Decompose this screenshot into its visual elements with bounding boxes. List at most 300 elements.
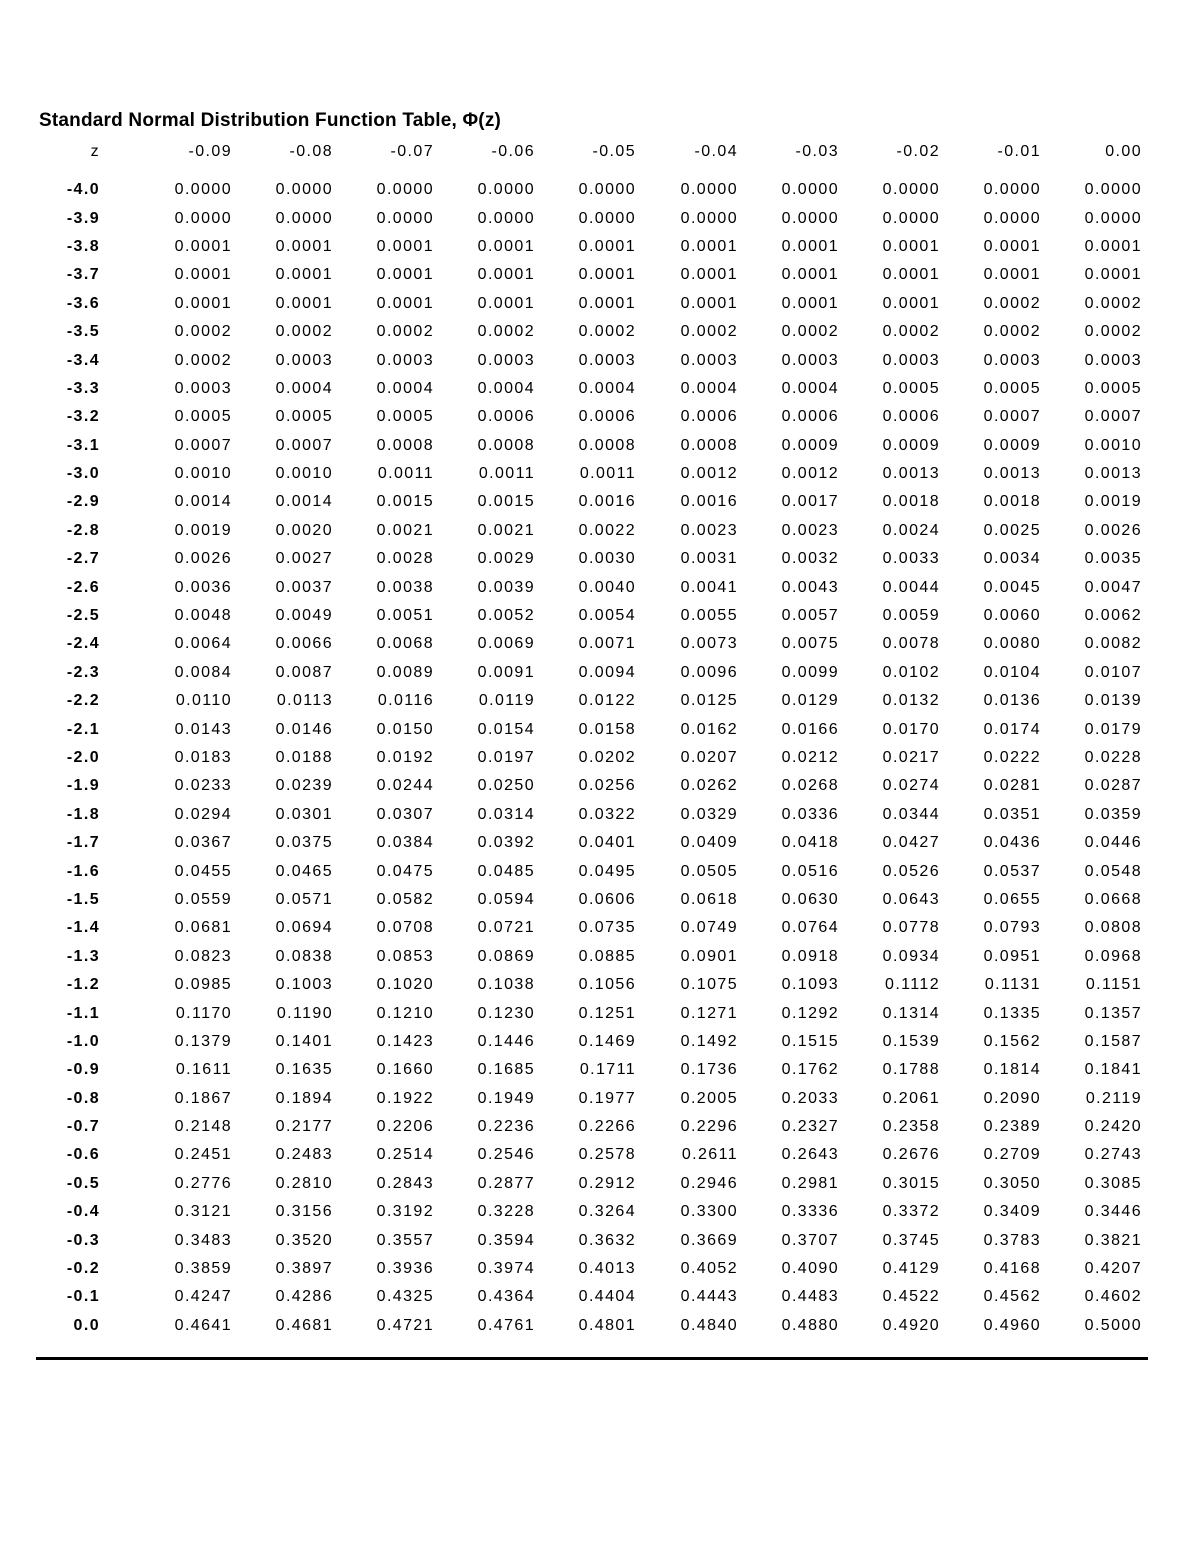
probability-cell: 0.1814 [983, 1061, 1041, 1079]
probability-cell: 0.4801 [578, 1316, 636, 1334]
probability-cell: 0.1003 [275, 976, 333, 994]
probability-cell: 0.0001 [275, 237, 333, 255]
probability-cell: 0.0055 [680, 607, 738, 625]
probability-cell: 0.0869 [477, 947, 535, 965]
table-row [36, 545, 1148, 573]
probability-cell: 0.1469 [578, 1032, 636, 1050]
probability-cell: 0.0136 [983, 692, 1041, 710]
probability-cell: 0.0091 [477, 663, 535, 681]
probability-cell: 0.0001 [174, 266, 232, 284]
probability-cell: 0.4247 [174, 1288, 232, 1306]
z-value-cell: -2.7 [66, 550, 100, 568]
probability-cell: 0.3974 [477, 1260, 535, 1278]
probability-cell: 0.0001 [680, 266, 738, 284]
table-body [36, 176, 1148, 1340]
probability-cell: 0.0322 [578, 805, 636, 823]
probability-cell: 0.0028 [376, 550, 434, 568]
probability-cell: 0.0060 [983, 607, 1041, 625]
probability-cell: 0.0008 [578, 436, 636, 454]
probability-cell: 0.0000 [882, 181, 940, 199]
probability-cell: 0.0721 [477, 919, 535, 937]
probability-cell: 0.3121 [174, 1203, 232, 1221]
probability-cell: 0.0013 [1084, 465, 1142, 483]
probability-cell: 0.0007 [1084, 408, 1142, 426]
probability-cell: 0.0392 [477, 834, 535, 852]
probability-cell: 0.0001 [174, 237, 232, 255]
probability-cell: 0.0778 [882, 919, 940, 937]
probability-cell: 0.0793 [983, 919, 1041, 937]
probability-cell: 0.0618 [680, 890, 738, 908]
probability-cell: 0.0009 [983, 436, 1041, 454]
z-value-cell: -1.7 [66, 834, 100, 852]
table-row [36, 914, 1148, 942]
probability-cell: 0.4840 [680, 1316, 738, 1334]
probability-cell: 0.4880 [781, 1316, 839, 1334]
probability-cell: 0.0020 [275, 521, 333, 539]
probability-cell: 0.0000 [983, 209, 1041, 227]
table-row [36, 829, 1148, 857]
probability-cell: 0.1170 [175, 1004, 232, 1022]
probability-cell: 0.0064 [174, 635, 232, 653]
probability-cell: 0.0054 [578, 607, 636, 625]
probability-cell: 0.0000 [174, 209, 232, 227]
table-row [36, 999, 1148, 1027]
probability-cell: 0.3409 [983, 1203, 1041, 1221]
table-row [36, 517, 1148, 545]
z-value-cell: -3.9 [66, 209, 100, 227]
probability-cell: 0.0918 [781, 947, 839, 965]
probability-cell: 0.1151 [1085, 976, 1142, 994]
probability-cell: 0.1446 [477, 1032, 535, 1050]
probability-cell: 0.0495 [578, 862, 636, 880]
probability-cell: 0.0009 [781, 436, 839, 454]
probability-cell: 0.0011 [579, 465, 636, 483]
probability-cell: 0.2981 [781, 1174, 839, 1192]
z-value-cell: -2.1 [66, 720, 100, 738]
page-title: Standard Normal Distribution Function Table, Φ(z) [39, 110, 502, 131]
probability-cell: 0.0239 [275, 777, 333, 795]
table-row [36, 715, 1148, 743]
probability-cell: 0.0005 [174, 408, 232, 426]
probability-cell: 0.0066 [275, 635, 333, 653]
probability-cell: 0.0045 [983, 578, 1041, 596]
probability-cell: 0.1762 [781, 1061, 839, 1079]
probability-cell: 0.4562 [983, 1288, 1041, 1306]
probability-cell: 0.0032 [781, 550, 839, 568]
probability-cell: 0.0516 [781, 862, 839, 880]
probability-cell: 0.0143 [174, 720, 232, 738]
probability-cell: 0.0217 [882, 749, 940, 766]
probability-cell: 0.0113 [276, 692, 333, 710]
z-value-cell: -0.5 [66, 1174, 100, 1192]
probability-cell: 0.0154 [477, 720, 535, 738]
probability-cell: 0.0951 [983, 947, 1041, 965]
probability-cell: 0.1515 [781, 1032, 839, 1050]
probability-cell: 0.0038 [376, 578, 434, 596]
table-row [36, 1312, 1148, 1340]
probability-cell: 0.0015 [376, 493, 434, 511]
probability-cell: 0.0075 [781, 635, 839, 653]
probability-cell: 0.0013 [882, 465, 940, 483]
probability-cell: 0.1894 [275, 1089, 333, 1107]
probability-cell: 0.1539 [882, 1032, 940, 1050]
probability-cell: 0.0001 [882, 237, 940, 255]
probability-cell: 0.0000 [781, 209, 839, 227]
probability-cell: 0.0808 [1084, 919, 1142, 937]
probability-cell: 0.0078 [882, 635, 940, 653]
table-row [36, 1198, 1148, 1226]
probability-cell: 0.0037 [275, 578, 333, 596]
probability-cell: 0.0655 [983, 890, 1041, 908]
probability-cell: 0.2843 [376, 1174, 434, 1192]
probability-cell: 0.1841 [1084, 1061, 1142, 1079]
probability-cell: 0.0526 [882, 862, 940, 880]
probability-cell: 0.3015 [882, 1174, 940, 1192]
column-header: 0.00 [1105, 142, 1142, 160]
table-row [36, 602, 1148, 630]
table-row [36, 460, 1148, 488]
probability-cell: 0.0048 [174, 607, 232, 625]
probability-cell: 0.2033 [781, 1089, 839, 1107]
probability-cell: 0.4090 [781, 1260, 839, 1278]
bottom-rule [36, 1357, 1148, 1360]
probability-cell: 0.0735 [578, 919, 636, 937]
probability-cell: 0.0643 [882, 890, 940, 908]
probability-cell: 0.0212 [781, 749, 839, 766]
probability-cell: 0.0107 [1084, 663, 1142, 681]
probability-cell: 0.3483 [174, 1231, 232, 1249]
table-row [36, 744, 1148, 772]
z-value-cell: -0.7 [66, 1118, 100, 1136]
probability-cell: 0.0001 [578, 237, 636, 255]
z-value-cell: -3.7 [66, 266, 100, 284]
probability-cell: 0.0004 [680, 379, 738, 397]
probability-cell: 0.0367 [174, 834, 232, 852]
probability-cell: 0.0427 [882, 834, 940, 852]
probability-cell: 0.4129 [882, 1260, 940, 1278]
probability-cell: 0.0039 [477, 578, 535, 596]
probability-cell: 0.3897 [275, 1260, 333, 1278]
probability-cell: 0.0052 [477, 607, 535, 625]
probability-cell: 0.0080 [983, 635, 1041, 653]
probability-cell: 0.0047 [1084, 578, 1142, 596]
probability-cell: 0.0192 [376, 749, 434, 766]
probability-cell: 0.0001 [376, 237, 434, 255]
probability-cell: 0.1788 [882, 1061, 940, 1079]
probability-cell: 0.2206 [376, 1118, 434, 1136]
probability-cell: 0.0375 [275, 834, 333, 852]
probability-cell: 0.0336 [781, 805, 839, 823]
probability-cell: 0.0537 [983, 862, 1041, 880]
probability-cell: 0.0207 [680, 749, 738, 766]
probability-cell: 0.0351 [983, 805, 1041, 823]
probability-cell: 0.0013 [983, 465, 1041, 483]
z-value-cell: 0.0 [73, 1316, 100, 1334]
probability-cell: 0.4286 [275, 1288, 333, 1306]
probability-cell: 0.0003 [174, 379, 232, 397]
probability-cell: 0.2327 [781, 1118, 839, 1136]
probability-cell: 0.1977 [578, 1089, 636, 1107]
z-value-cell: -2.5 [66, 607, 100, 625]
probability-cell: 0.0003 [477, 351, 535, 369]
probability-cell: 0.3821 [1084, 1231, 1142, 1249]
probability-cell: 0.0294 [174, 805, 232, 823]
probability-cell: 0.1423 [376, 1032, 434, 1050]
probability-cell: 0.0287 [1084, 777, 1142, 795]
probability-cell: 0.4168 [983, 1260, 1041, 1278]
probability-cell: 0.1292 [781, 1004, 839, 1022]
probability-cell: 0.1271 [680, 1004, 738, 1022]
probability-cell: 0.0179 [1084, 720, 1142, 738]
probability-cell: 0.0001 [781, 294, 839, 312]
probability-cell: 0.0010 [174, 465, 232, 483]
probability-cell: 0.0006 [882, 408, 940, 426]
probability-cell: 0.0314 [477, 805, 535, 823]
table-row [36, 630, 1148, 658]
probability-cell: 0.0139 [1084, 692, 1142, 710]
table-row [36, 1113, 1148, 1141]
probability-cell: 0.0764 [781, 919, 839, 937]
probability-cell: 0.0694 [275, 919, 333, 937]
probability-cell: 0.0003 [882, 351, 940, 369]
probability-cell: 0.1492 [680, 1032, 738, 1050]
z-value-cell: -2.6 [66, 578, 100, 596]
table-row [36, 857, 1148, 885]
probability-cell: 0.1922 [376, 1089, 434, 1107]
probability-cell: 0.0188 [275, 749, 333, 766]
probability-cell: 0.0001 [781, 266, 839, 284]
table-row [36, 1170, 1148, 1198]
probability-cell: 0.0023 [781, 521, 839, 539]
probability-cell: 0.0051 [376, 607, 434, 625]
z-value-cell: -1.2 [66, 976, 100, 994]
probability-cell: 0.0057 [781, 607, 839, 625]
probability-cell: 0.1949 [477, 1089, 535, 1107]
normal-distribution-table [36, 138, 1148, 1340]
probability-cell: 0.1611 [175, 1061, 232, 1079]
probability-cell: 0.0202 [578, 749, 636, 766]
probability-cell: 0.2148 [174, 1118, 232, 1136]
probability-cell: 0.2912 [578, 1174, 636, 1192]
table-row [36, 801, 1148, 829]
probability-cell: 0.1314 [882, 1004, 940, 1022]
column-header: -0.01 [997, 142, 1041, 160]
probability-cell: 0.2005 [680, 1089, 738, 1107]
probability-cell: 0.0150 [376, 720, 434, 738]
probability-cell: 0.0099 [781, 663, 839, 681]
probability-cell: 0.0129 [781, 692, 839, 710]
probability-cell: 0.3228 [477, 1203, 535, 1221]
probability-cell: 0.0002 [376, 323, 434, 341]
table-row [36, 346, 1148, 374]
z-column-header: z [90, 142, 100, 160]
probability-cell: 0.4325 [376, 1288, 434, 1306]
probability-cell: 0.0001 [781, 237, 839, 255]
probability-cell: 0.0222 [983, 749, 1041, 766]
probability-cell: 0.0019 [1084, 493, 1142, 511]
probability-cell: 0.4013 [578, 1260, 636, 1278]
table-row [36, 772, 1148, 800]
probability-cell: 0.0040 [578, 578, 636, 596]
probability-cell: 0.0104 [983, 663, 1041, 681]
probability-cell: 0.2578 [578, 1146, 636, 1164]
probability-cell: 0.0465 [275, 862, 333, 880]
probability-cell: 0.0004 [781, 379, 839, 397]
probability-cell: 0.0001 [174, 294, 232, 312]
probability-cell: 0.0002 [882, 323, 940, 341]
z-value-cell: -0.2 [66, 1260, 100, 1278]
probability-cell: 0.1075 [680, 976, 738, 994]
probability-cell: 0.0035 [1084, 550, 1142, 568]
probability-cell: 0.1379 [174, 1032, 232, 1050]
probability-cell: 0.2676 [882, 1146, 940, 1164]
probability-cell: 0.0233 [174, 777, 232, 795]
probability-cell: 0.0002 [781, 323, 839, 341]
probability-cell: 0.0022 [578, 521, 636, 539]
probability-cell: 0.0089 [376, 663, 434, 681]
probability-cell: 0.2236 [477, 1118, 535, 1136]
probability-cell: 0.0068 [376, 635, 434, 653]
probability-cell: 0.0011 [377, 465, 434, 483]
probability-cell: 0.2611 [681, 1146, 738, 1164]
probability-cell: 0.0418 [781, 834, 839, 852]
probability-cell: 0.0125 [680, 692, 738, 710]
table-row [36, 1056, 1148, 1084]
probability-cell: 0.0102 [882, 663, 940, 681]
probability-cell: 0.1020 [376, 976, 434, 994]
probability-cell: 0.0010 [275, 465, 333, 483]
probability-cell: 0.2514 [376, 1146, 434, 1164]
probability-cell: 0.1401 [275, 1032, 333, 1050]
probability-cell: 0.0256 [578, 777, 636, 795]
probability-cell: 0.1587 [1084, 1032, 1142, 1050]
probability-cell: 0.0244 [376, 777, 434, 795]
probability-cell: 0.3632 [578, 1231, 636, 1249]
probability-cell: 0.0001 [376, 266, 434, 284]
probability-cell: 0.0004 [275, 379, 333, 397]
probability-cell: 0.1251 [578, 1004, 636, 1022]
probability-cell: 0.3557 [376, 1231, 434, 1249]
probability-cell: 0.0606 [578, 890, 636, 908]
probability-cell: 0.0005 [882, 379, 940, 397]
table-row [36, 1028, 1148, 1056]
probability-cell: 0.0016 [578, 493, 636, 511]
probability-cell: 0.0006 [477, 408, 535, 426]
table-row [36, 375, 1148, 403]
probability-cell: 0.0024 [882, 521, 940, 539]
probability-cell: 0.3192 [376, 1203, 434, 1221]
probability-cell: 0.2810 [275, 1174, 333, 1192]
z-value-cell: -1.8 [66, 805, 100, 823]
probability-cell: 0.3156 [275, 1203, 333, 1221]
z-value-cell: -3.4 [66, 351, 100, 369]
probability-cell: 0.0005 [983, 379, 1041, 397]
probability-cell: 0.0005 [1084, 379, 1142, 397]
probability-cell: 0.0001 [680, 294, 738, 312]
probability-cell: 0.2743 [1084, 1146, 1142, 1164]
z-value-cell: -3.0 [66, 465, 100, 483]
probability-cell: 0.0023 [680, 521, 738, 539]
probability-cell: 0.4522 [882, 1288, 940, 1306]
z-value-cell: -2.4 [66, 635, 100, 653]
probability-cell: 0.0018 [983, 493, 1041, 511]
probability-cell: 0.0228 [1084, 749, 1142, 766]
probability-cell: 0.4960 [983, 1316, 1041, 1334]
probability-cell: 0.0031 [680, 550, 738, 568]
probability-cell: 0.0110 [175, 692, 232, 710]
probability-cell: 0.3936 [376, 1260, 434, 1278]
probability-cell: 0.0002 [477, 323, 535, 341]
probability-cell: 0.0749 [680, 919, 738, 937]
probability-cell: 0.0030 [578, 550, 636, 568]
probability-cell: 0.0001 [477, 237, 535, 255]
probability-cell: 0.0008 [376, 436, 434, 454]
probability-cell: 0.0934 [882, 947, 940, 965]
probability-cell: 0.0162 [680, 720, 738, 738]
header-spacer [36, 165, 1148, 176]
probability-cell: 0.0094 [578, 663, 636, 681]
probability-cell: 0.0034 [983, 550, 1041, 568]
probability-cell: 0.0012 [781, 465, 839, 483]
probability-cell: 0.0044 [882, 578, 940, 596]
z-value-cell: -2.9 [66, 493, 100, 511]
probability-cell: 0.3446 [1084, 1203, 1142, 1221]
z-value-cell: -3.8 [66, 237, 100, 255]
probability-cell: 0.0001 [477, 266, 535, 284]
probability-cell: 0.0014 [275, 493, 333, 511]
probability-cell: 0.0002 [1084, 323, 1142, 341]
table-row [36, 432, 1148, 460]
column-header: -0.05 [592, 142, 636, 160]
probability-cell: 0.5000 [1084, 1316, 1142, 1334]
probability-cell: 0.0049 [275, 607, 333, 625]
probability-cell: 0.0001 [275, 266, 333, 284]
probability-cell: 0.0001 [477, 294, 535, 312]
probability-cell: 0.0029 [477, 550, 535, 568]
probability-cell: 0.0041 [680, 578, 738, 596]
probability-cell: 0.0548 [1084, 862, 1142, 880]
probability-cell: 0.0010 [1084, 436, 1142, 454]
probability-cell: 0.0018 [882, 493, 940, 511]
column-header: -0.02 [896, 142, 940, 160]
probability-cell: 0.0001 [1084, 266, 1142, 284]
probability-cell: 0.0000 [275, 209, 333, 227]
z-value-cell: -1.3 [66, 947, 100, 965]
probability-cell: 0.2643 [781, 1146, 839, 1164]
probability-cell: 0.0485 [477, 862, 535, 880]
probability-cell: 0.3669 [680, 1231, 738, 1249]
probability-cell: 0.0146 [275, 720, 333, 738]
probability-cell: 0.2420 [1084, 1118, 1142, 1136]
z-value-cell: -0.6 [66, 1146, 100, 1164]
table-row [36, 488, 1148, 516]
probability-cell: 0.0002 [578, 323, 636, 341]
probability-cell: 0.0003 [983, 351, 1041, 369]
table-row [36, 261, 1148, 289]
probability-cell: 0.3707 [781, 1231, 839, 1249]
probability-cell: 0.0008 [680, 436, 738, 454]
probability-cell: 0.0001 [376, 294, 434, 312]
probability-cell: 0.0455 [174, 862, 232, 880]
probability-cell: 0.0475 [376, 862, 434, 880]
z-value-cell: -3.3 [66, 379, 100, 397]
probability-cell: 0.0017 [781, 493, 839, 511]
probability-cell: 0.0003 [578, 351, 636, 369]
probability-cell: 0.0384 [376, 834, 434, 852]
probability-cell: 0.0329 [680, 805, 738, 823]
probability-cell: 0.0000 [477, 181, 535, 199]
z-value-cell: -3.5 [66, 323, 100, 341]
